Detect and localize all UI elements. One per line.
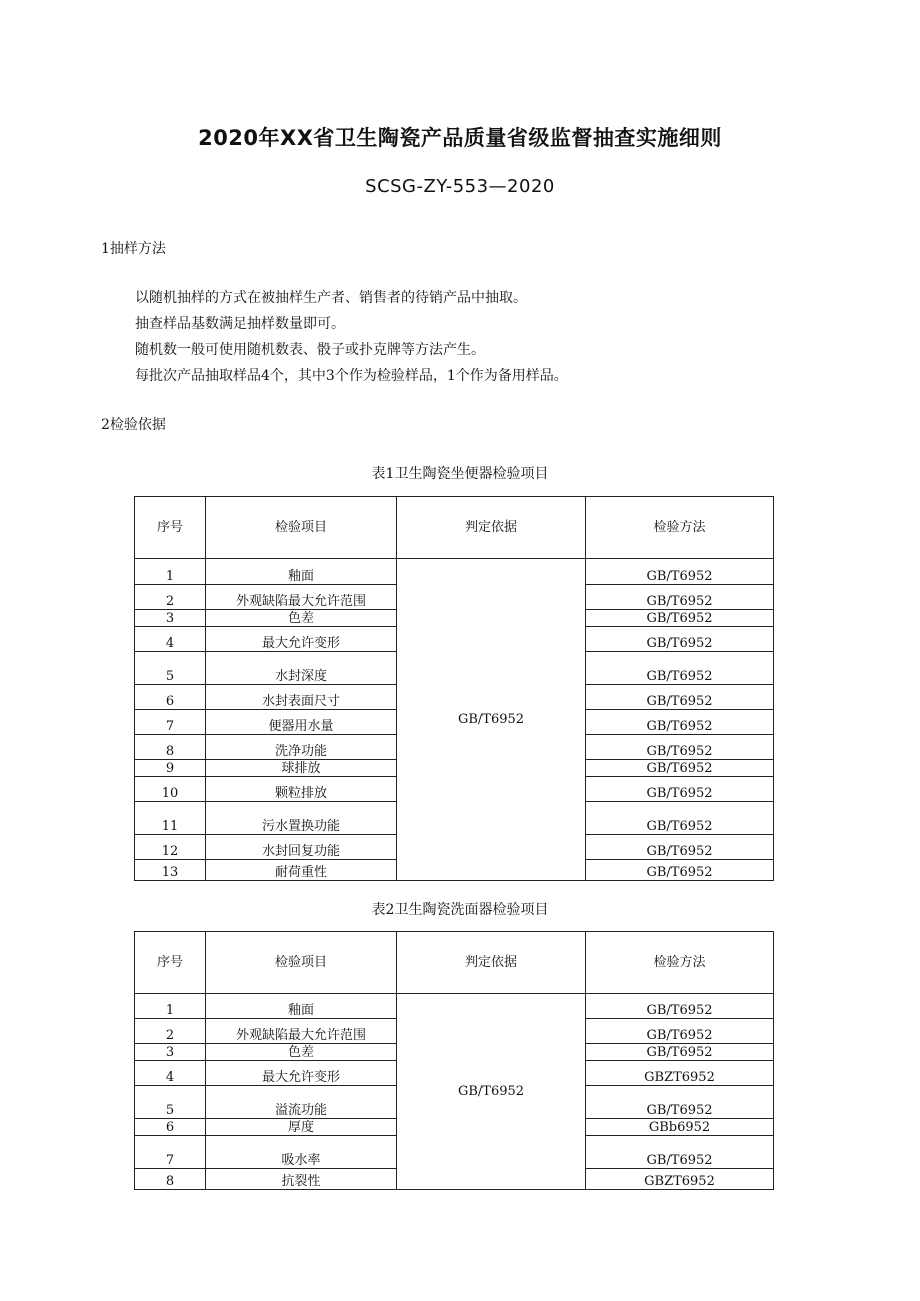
paragraph: 以随机抽样的方式在被抽样生产者、销售者的待销产品中抽取。 [135,290,527,306]
column-header: 检验项目 [206,932,397,994]
test-method: GB/T6952 [586,1136,774,1169]
page-title: 2020年XX省卫生陶瓷产品质量省级监督抽查实施细则 [198,126,722,150]
inspection-item: 外观缺陷最大允许范围 [206,1019,397,1044]
section-heading: 1抽样方法 [101,241,166,257]
test-method: GB/T6952 [586,860,774,881]
test-method: GB/T6952 [586,627,774,652]
table-caption: 表2卫生陶瓷洗面器检验项目 [371,902,549,918]
column-header: 检验项目 [206,497,397,559]
table-caption: 表1卫生陶瓷坐便器检验项目 [371,466,549,482]
test-method: GB/T6952 [586,710,774,735]
test-method: GB/T6952 [586,735,774,760]
test-method: GB/T6952 [586,1019,774,1044]
inspection-item: 釉面 [206,559,397,585]
test-method: GB/T6952 [586,777,774,802]
test-method: GB/T6952 [586,685,774,710]
test-method: GB/T6952 [586,760,774,777]
inspection-item: 耐荷重性 [206,860,397,881]
row-number: 8 [135,1169,206,1190]
test-method: GB/T6952 [586,802,774,835]
test-method: GB/T6952 [586,559,774,585]
row-number: 4 [135,1061,206,1086]
row-number: 6 [135,685,206,710]
inspection-item: 抗裂性 [206,1169,397,1190]
test-method: GB/T6952 [586,1086,774,1119]
test-method: GBZT6952 [586,1061,774,1086]
inspection-item: 水封深度 [206,652,397,685]
column-header: 判定依据 [397,497,586,559]
row-number: 6 [135,1119,206,1136]
inspection-item: 污水置换功能 [206,802,397,835]
row-number: 12 [135,835,206,860]
test-method: GBZT6952 [586,1169,774,1190]
row-number: 10 [135,777,206,802]
row-number: 11 [135,802,206,835]
inspection-item: 颗粒排放 [206,777,397,802]
document-code: SCSG-ZY-553—2020 [365,176,555,197]
row-number: 1 [135,559,206,585]
row-number: 13 [135,860,206,881]
inspection-item: 最大允许变形 [206,1061,397,1086]
paragraph: 随机数一般可使用随机数表、骰子或扑克牌等方法产生。 [135,342,485,358]
inspection-table-toilet [134,496,774,881]
column-header: 序号 [135,932,206,994]
row-number: 4 [135,627,206,652]
test-method: GBb6952 [586,1119,774,1136]
table-header-row [135,932,774,994]
row-number: 2 [135,585,206,610]
row-number: 9 [135,760,206,777]
test-method: GB/T6952 [586,610,774,627]
judgment-basis: GB/T6952 [397,994,586,1190]
inspection-item: 色差 [206,1044,397,1061]
column-header: 判定依据 [397,932,586,994]
table-row [135,559,774,585]
inspection-item: 最大允许变形 [206,627,397,652]
test-method: GB/T6952 [586,1044,774,1061]
inspection-item: 厚度 [206,1119,397,1136]
row-number: 7 [135,710,206,735]
inspection-item: 吸水率 [206,1136,397,1169]
paragraph: 抽查样品基数满足抽样数量即可。 [135,316,345,332]
inspection-item: 釉面 [206,994,397,1019]
row-number: 5 [135,652,206,685]
inspection-item: 便器用水量 [206,710,397,735]
inspection-item: 水封回复功能 [206,835,397,860]
row-number: 2 [135,1019,206,1044]
inspection-item: 溢流功能 [206,1086,397,1119]
row-number: 5 [135,1086,206,1119]
column-header: 检验方法 [586,932,774,994]
table-header-row [135,497,774,559]
row-number: 3 [135,610,206,627]
inspection-item: 水封表面尺寸 [206,685,397,710]
inspection-item: 洗净功能 [206,735,397,760]
inspection-item: 球排放 [206,760,397,777]
inspection-table-washbasin [134,931,774,1190]
row-number: 1 [135,994,206,1019]
test-method: GB/T6952 [586,835,774,860]
row-number: 8 [135,735,206,760]
column-header: 序号 [135,497,206,559]
row-number: 7 [135,1136,206,1169]
paragraph: 每批次产品抽取样品4个，其中3个作为检验样品，1个作为备用样品。 [135,368,568,384]
judgment-basis: GB/T6952 [397,559,586,881]
inspection-item: 色差 [206,610,397,627]
test-method: GB/T6952 [586,652,774,685]
row-number: 3 [135,1044,206,1061]
test-method: GB/T6952 [586,585,774,610]
table-row [135,994,774,1019]
inspection-item: 外观缺陷最大允许范围 [206,585,397,610]
section-heading: 2检验依据 [101,417,166,433]
column-header: 检验方法 [586,497,774,559]
test-method: GB/T6952 [586,994,774,1019]
